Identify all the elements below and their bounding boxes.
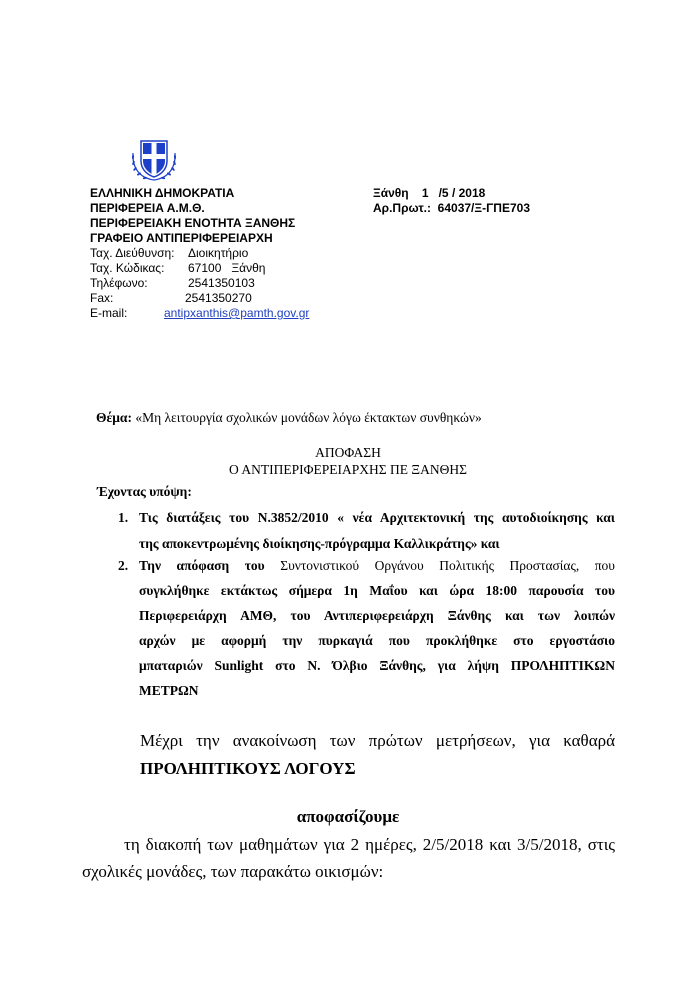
resolve-line-2: σχολικές μονάδες, των παρακάτω οικισμών: (82, 862, 384, 881)
address-label: Ταχ. Διεύθυνση: (90, 246, 175, 260)
decision-authority: Ο ΑΝΤΙΠΕΡΙΦΕΡΕΙΑΡΧΗΣ ΠΕ ΞΑΝΘΗΣ (229, 462, 467, 477)
email-label: E-mail: (90, 306, 128, 320)
pending-line-1: Μέχρι την ανακοίνωση των πρώτων μετρήσεων, για καθαρά (140, 731, 615, 750)
item-2-line-6: ΜΕΤΡΩΝ (139, 683, 199, 698)
item-1-line-2: της αποκεντρωμένης διοίκησης-πρόγραμμα Καλλικράτης» και (139, 536, 500, 551)
item-1-number: 1. (118, 510, 129, 525)
address-value: Διοικητήριο (188, 246, 249, 260)
postcode-value: 67100 Ξάνθη (188, 261, 266, 275)
pending-line-2: ΠΡΟΛΗΠΤΙΚΟΥΣ ΛΟΓΟΥΣ (140, 759, 356, 778)
item-2-lead: Την απόφαση του (139, 558, 265, 573)
place-date: Ξάνθη 1 /5 / 2018 (373, 186, 486, 200)
fax-value: 2541350270 (185, 291, 252, 305)
email-link[interactable]: antipxanthis@pamth.gov.gr (164, 306, 310, 320)
phone-value: 2541350103 (188, 276, 255, 290)
resolve-line-1: τη διακοπή των μαθημάτων για 2 ημέρες, 2/5/2018 και 3/5/2018, στις (124, 835, 615, 854)
subject-line (96, 410, 482, 426)
item-2-line-2: συγκλήθηκε εκτάκτως σήμερα 1η Μαΐου και ώρα 18:00 παρουσία του (139, 583, 615, 598)
greek-coat-of-arms-icon (129, 133, 179, 183)
item-2-line-3: Περιφερειάρχη ΑΜΘ, του Αντιπεριφερειάρχη Ξάνθης και των λοιπών (139, 608, 615, 623)
header-line-office: ΓΡΑΦΕΙΟ ΑΝΤΙΠΕΡΙΦΕΡΕΙΑΡΧΗ (90, 231, 273, 245)
subject-label: Θέμα: (96, 410, 132, 425)
header-line-republic: ΕΛΛΗΝΙΚΗ ΔΗΜΟΚΡΑΤΙΑ (90, 186, 235, 200)
item-2-line-4: αρχών με αφορμή την πυρκαγιά που προκλήθηκε στο εργοστάσιο (139, 633, 615, 648)
decision-title: ΑΠΟΦΑΣΗ (315, 445, 381, 460)
header-line-regional-unit: ΠΕΡΙΦΕΡΕΙΑΚΗ ΕΝΟΤΗΤΑ ΞΑΝΘΗΣ (90, 216, 296, 230)
item-2-line-1 (139, 558, 615, 574)
postcode-label: Ταχ. Κώδικας: (90, 261, 165, 275)
item-2-line-5: μπαταριών Sunlight στο Ν. Όλβιο Ξάνθης, για λήψη ΠΡΟΛΗΠΤΙΚΩΝ (139, 658, 615, 673)
considering-label: Έχοντας υπόψη: (97, 484, 192, 499)
item-2-number: 2. (118, 558, 129, 573)
item-2-rest: Συντονιστικού Οργάνου Πολιτικής Προστασίας, που (264, 558, 615, 573)
protocol-number: Αρ.Πρωτ.: 64037/Ξ-ΓΠΕ703 (373, 201, 530, 215)
subject-text: «Μη λειτουργία σχολικών μονάδων λόγω έκτακτων συνθηκών» (135, 410, 482, 425)
phone-label: Τηλέφωνο: (90, 276, 148, 290)
header-line-region: ΠΕΡΙΦΕΡΕΙΑ Α.Μ.Θ. (90, 201, 205, 215)
fax-label: Fax: (90, 291, 114, 305)
resolve-heading: αποφασίζουμε (296, 807, 400, 826)
item-1-line-1: Τις διατάξεις του Ν.3852/2010 « νέα Αρχιτεκτονική της αυτοδιοίκησης και (139, 510, 615, 525)
